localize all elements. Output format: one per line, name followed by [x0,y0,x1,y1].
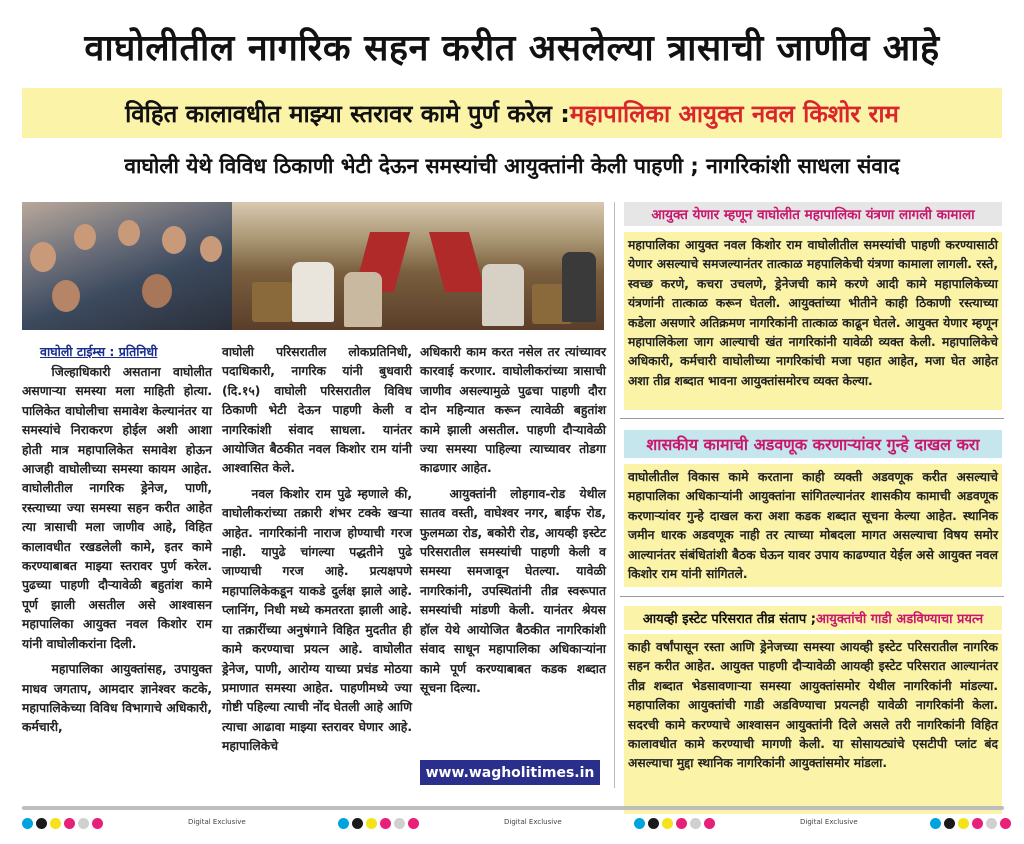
article-column-2 [222,343,412,757]
sidebar-box-2 [624,430,1002,587]
color-dot [704,818,715,829]
color-dot [1000,818,1011,829]
color-dot [22,818,33,829]
color-dot [366,818,377,829]
box-divider [620,418,1004,419]
box-title [624,606,1002,630]
color-dot [944,818,955,829]
subheadline-band [22,88,1002,138]
box-body: काही वर्षांपासून रस्ता आणि ड्रेनेजच्या समस्या आयव्ही इस्टेट परिसरातील नागरिक सहन करीत आहेत. आयुक्त पाहणी दौऱ्यावेळी आयव्ही इस्टेट परिसरात आल्यानंतर तीव्र शब्दात भेडसावणाऱ्या समस्या आयुक्तांसमोर येथील नागरिकांनी मांडल्या. महापालिका आयुक्तांची गाडी अडविण्याचा प्रयत्नही यावेळी नागरिकांनी केला. सदरची कामे करण्याचे आश्वासन आयुक्तांनी दिले असले तरी नागरिकांनी विहित कालावधीत कामे करण्याची मागणी केली. या सोसायट्यांचे एसटीपी प्लांट बंद असल्याचा मुद्दा स्थानिक नागरिकांनी आयुक्तांसमोर मांडला. [624,634,1002,814]
color-dot [676,818,687,829]
byline: वाघोली टाईम्स : प्रतिनिधी [40,344,158,359]
color-dot [64,818,75,829]
footer-rule [22,806,1004,810]
registration-marks [22,818,103,829]
registration-marks [930,818,1011,829]
photo-crowd [22,202,232,330]
color-dot [634,818,645,829]
color-dot [930,818,941,829]
website-link[interactable]: www.wagholitimes.in [420,760,600,785]
sidebar-box-3 [624,606,1002,814]
paragraph: आयुक्तांनी लोहगाव-रोड येथील सातव वस्ती, वाघेश्वर नगर, बाईफ रोड, फुलमळा रोड, बकोरी रोड, आयव्ही इस्टेट परिसरातील समस्यांची पाहणी केली व समस्या समजावून घेतल्या. यावेळी नागरिकांनी, उपस्थितांनी तीव्र स्वरूपात समस्यांची मांडणी केली. यानंतर श्रेयस हॉल येथे आयोजित बैठकीत नागरिकांशी संवाद साधून महापालिका अधिकाऱ्यांना कामे पूर्ण करण्याबाबत कडक शब्दात सूचना दिल्या. [420,486,606,695]
color-dot [690,818,701,829]
color-dot [662,818,673,829]
column-divider [614,202,615,788]
registration-marks [634,818,715,829]
color-dot [408,818,419,829]
article-column-3 [420,343,606,698]
color-dot [972,818,983,829]
paragraph: नवल किशोर राम पुढे म्हणाले की, वाघोलीकरांच्या तक्रारी शंभर टक्के खऱ्या आहेत. नागरिकांनी नाराज होण्याची गरज नाही. यापुढे चांगल्या पद्धतीने पुढे जाण्याची गरज आहे. प्रत्यक्षपणे महापालिकेकडून याकडे दुर्लक्ष झाले आहे. प्लानिंग, निधी मध्ये कमतरता झाली आहे. या तक्रारींच्या अनुषंगाने विहित मुदतीत ही कामे करण्याचा प्रयत्न आहे. वाघोलीत ड्रेनेज, पाणी, आरोग्य याच्या प्रचंड मोठया प्रमाणात समस्या आहेत. पाहणीमध्ये ज्या गोष्टी पहिल्या त्याची नोंद घेतली आहे आणि त्याचा आढावा माझ्या स्तरावर घेणार आहे. महापालिकेचे [222,486,412,754]
registration-marks [338,818,419,829]
headline: वाघोलीतील नागरिक सहन करीत असलेल्या त्रासाची जाणीव आहे [84,28,940,69]
paragraph: जिल्हाधिकारी असताना वाघोलीत असणाऱ्या समस्या मला माहिती होत्या. पालिकेत वाघोलीचा समावेश केल्यानंतर या समस्यांचे निराकरण होईल अशी आशा होती मात्र महापालिकेत समावेश होऊन आजही वाघोलीच्या समस्या कायम आहेत. वाघोलीतील नागरिक ड्रेनेज, पाणी, रस्त्याच्या ज्या समस्या सहन करीत आहेत त्या त्रासाची मला जाणीव आहे, विहित कालावधीत रखडलेली कामे, इतर कामे करण्याबाबत माझ्या स्तरावर पुर्ण करेल. पुढच्या पाहणी दौऱ्यावेळी बहुतांश कामे पूर्ण झाली असतील असे आश्वासन महापालिका आयुक्त नवल किशोर राम यांनी वाघोलीकरांना दिली. [22,365,212,651]
color-dot [36,818,47,829]
color-dot [958,818,969,829]
box-divider [620,596,1004,597]
sidebar-box-1 [624,202,1002,410]
color-dot [352,818,363,829]
article-column-1 [22,363,212,738]
footer-label: Digital Exclusive [800,818,858,826]
paragraph: महापालिका आयुक्तांसह, उपायुक्त माधव जगताप, आमदार ज्ञानेश्वर कटके, महापालिकेच्या विविध विभागाचे अधिकारी, कर्मचारी, [22,662,212,735]
color-dot [648,818,659,829]
color-dot [394,818,405,829]
color-dot [986,818,997,829]
box-title: शासकीय कामाची अडवणूक करणाऱ्यांवर गुन्हे दाखल करा [624,430,1002,458]
box-title-part2: आयुक्तांची गाडी अडविण्याचा प्रयत्न [816,612,984,627]
color-dot [380,818,391,829]
paragraph: अधिकारी काम करत नसेल तर त्यांच्यावर कारवाई करणार. वाघोलीकरांच्या त्रासाची जाणीव असल्यामुळे पुढचा पाहणी दौरा दोन महिन्यात करून त्यावेळी बहुतांश कामे झाली असतील. पाहणी दौऱ्यावेळी ज्या समस्या पाहिल्या त्याच्यावर तोडगा काढणार आहेत. [420,345,606,476]
box-body: वाघोलीतील विकास कामे करताना काही व्यक्ती अडवणूक करीत असल्याचे महापालिका अधिकाऱ्यांनी आयुक्तांना सांगितल्यानंतर शासकीय कामाची अडवणूक करणाऱ्यांवर गुन्हे दाखल करा अशा कडक शब्दात सूचना केल्या आहेत. स्थानिक जमीन धारक अडवणूक नाही तर त्याच्या मोबदला मागत असल्याचा विषय समोर आल्यानंतर संबंधितांशी बैठक घेऊन यावर उपाय काढण्यात येईल असे आयुक्त नवल किशोर राम यांनी सांगितले. [624,464,1002,587]
photo-meeting-hall [232,202,604,330]
box-title-part1: आयव्ही इस्टेट परिसरात तीव्र संताप ; [642,612,817,627]
subheadline-part1: विहित कालावधीत माझ्या स्तरावर कामे पुर्ण करेल : [125,99,570,128]
color-dot [338,818,349,829]
footer-label: Digital Exclusive [504,818,562,826]
deck: वाघोली येथे विविध ठिकाणी भेटी देऊन समस्यांची आयुक्तांनी केली पाहणी ; नागरिकांशी साधला संवाद [124,154,900,178]
footer-label: Digital Exclusive [188,818,246,826]
news-photo [22,202,604,330]
color-dot [78,818,89,829]
subheadline-part2: महापालिका आयुक्त नवल किशोर राम [569,99,899,128]
paragraph: वाघोली परिसरातील लोकप्रतिनिधी, पदाधिकारी, नागरिक यांनी बुधवारी (दि.१५) वाघोली परिसरातील विविध ठिकाणी भेटी देऊन पाहणी केली व नागरिकांशी संवाद साधला. यानंतर आयोजित बैठकीत नवल किशोर राम यांनी आश्वासित केले. [222,345,412,476]
color-dot [50,818,61,829]
box-body: महापालिका आयुक्त नवल किशोर राम वाघोलीतील समस्यांची पाहणी करण्यासाठी येणार असल्याचे समजल्यानंतर तात्काळ महपालिकेची यंत्रणा कामाला लागली. रस्ते, स्वच्छ करणे, कचरा उचलणे, ड्रेनेजची कामे करणे आदी कामे महापालिकेच्या यंत्रणांनी तात्काळ करून घेतली. आयुक्तांच्या भीतीने काही ठिकाणी रस्त्याच्या कडेला असणारे अतिक्रमण नागरिकांनी तात्काळ काढून घेतले. आयुक्त येणार म्हणून महापालिकेला जाग आल्याची खंत नागरिकांनी यावेळी व्यक्त केली. महापालिकेचे अधिकारी, कर्मचारी वाघोलीच्या नागरिकांची मजा पहात आहेत, मजा घेत आहेत अशा तीव्र शब्दात भावना आयुक्तांसमोरच व्यक्त केल्या. [624,232,1002,410]
box-title: आयुक्त येणार म्हणून वाघोलीत महापालिका यंत्रणा लागली कामाला [624,202,1002,226]
color-dot [92,818,103,829]
